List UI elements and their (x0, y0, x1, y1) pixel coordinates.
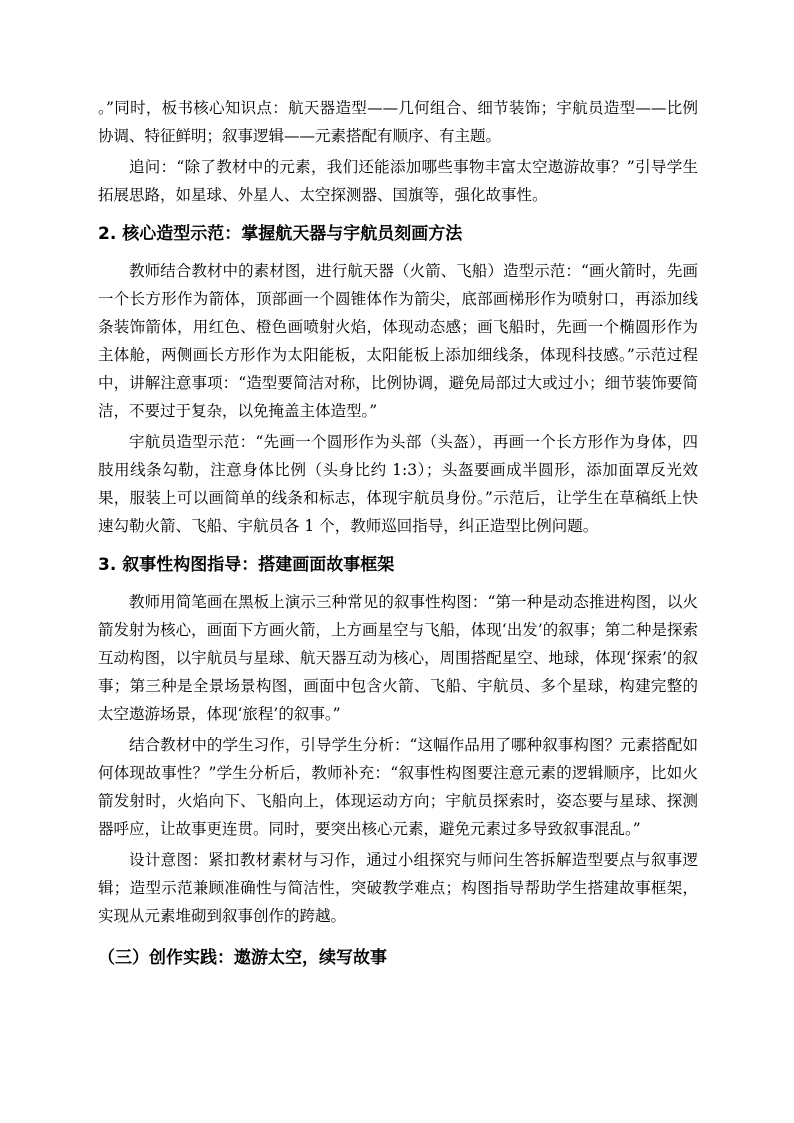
paragraph-composition-types: 教师用简笔画在黑板上演示三种常见的叙事性构图：“第一种是动态推进构图，以火箭发射为核心，画面下方画火箭，上方画星空与飞船，体现‘出发’的叙事；第二种是探索互动构图，以宇航员与星球、航天器互动为核心，周围搭配星空、地球，体现‘探索’的叙事；第三种是全景场景构图，画面中包含火箭、飞船、宇航员、多个星球，构建完整的太空遨游场景，体现‘旅程’的叙事。” (98, 593, 698, 723)
document-page (98, 94, 698, 981)
heading-core-modeling-demo: 2. 核心造型示范：掌握航天器与宇航员刻画方法 (98, 224, 463, 244)
paragraph-design-intent: 设计意图：紧扣教材素材与习作，通过小组探究与师问生答拆解造型要点与叙事逻辑；造型示范兼顾准确性与简洁性，突破教学难点；构图指导帮助学生搭建故事框架，实现从元素堆砌到叙事创作的跨越。 (98, 851, 698, 925)
heading-narrative-composition: 3. 叙事性构图指导：搭建画面故事框架 (98, 555, 395, 575)
paragraph-spacecraft-demo: 教师结合教材中的素材图，进行航天器（火箭、飞船）造型示范：“画火箭时，先画一个长方形作为箭体，顶部画一个圆锥体作为箭尖，底部画梯形作为喷射口，再添加线条装饰箭体，用红色、橙色画喷射火焰，体现动态感；画飞船时，先画一个椭圆形作为主体舱，两侧画长方形作为太阳能板，太阳能板上添加细线条，体现科技感。”示范过程中，讲解注意事项：“造型要简洁对称，比例协调，避免局部过大或过小；细节装饰要简洁，不要过于复杂，以免掩盖主体造型。” (98, 262, 698, 420)
paragraph-follow-up-question: 追问：“除了教材中的元素，我们还能添加哪些事物丰富太空遨游故事？”引导学生拓展思路，如星球、外星人、太空探测器、国旗等，强化故事性。 (98, 158, 698, 204)
paragraph-student-analysis: 结合教材中的学生习作，引导学生分析：“这幅作品用了哪种叙事构图？元素搭配如何体现故事性？”学生分析后，教师补充：“叙事性构图要注意元素的逻辑顺序，比如火箭发射时，火焰向下、飞船向上，体现运动方向；宇航员探索时，姿态要与星球、探测器呼应，让故事更连贯。同时，要突出核心元素，避免元素过多导致叙事混乱。” (98, 736, 698, 838)
paragraph-board-summary: 。”同时，板书核心知识点：航天器造型——几何组合、细节装饰；宇航员造型——比例协调、特征鲜明；叙事逻辑——元素搭配有顺序、有主题。 (98, 99, 698, 145)
heading-creative-practice: （三）创作实践：遨游太空，续写故事 (98, 948, 387, 968)
paragraph-astronaut-demo: 宇航员造型示范：“先画一个圆形作为头部（头盔），再画一个长方形作为身体，四肢用线条勾勒，注意身体比例（头身比约 1:3）；头盔要画成半圆形，添加面罩反光效果，服装上可以画简单的线条和标志，体现宇航员身份。”示范后，让学生在草稿纸上快速勾勒火箭、飞船、宇航员各 1 个，教师巡回指导，纠正造型比例问题。 (98, 433, 698, 535)
